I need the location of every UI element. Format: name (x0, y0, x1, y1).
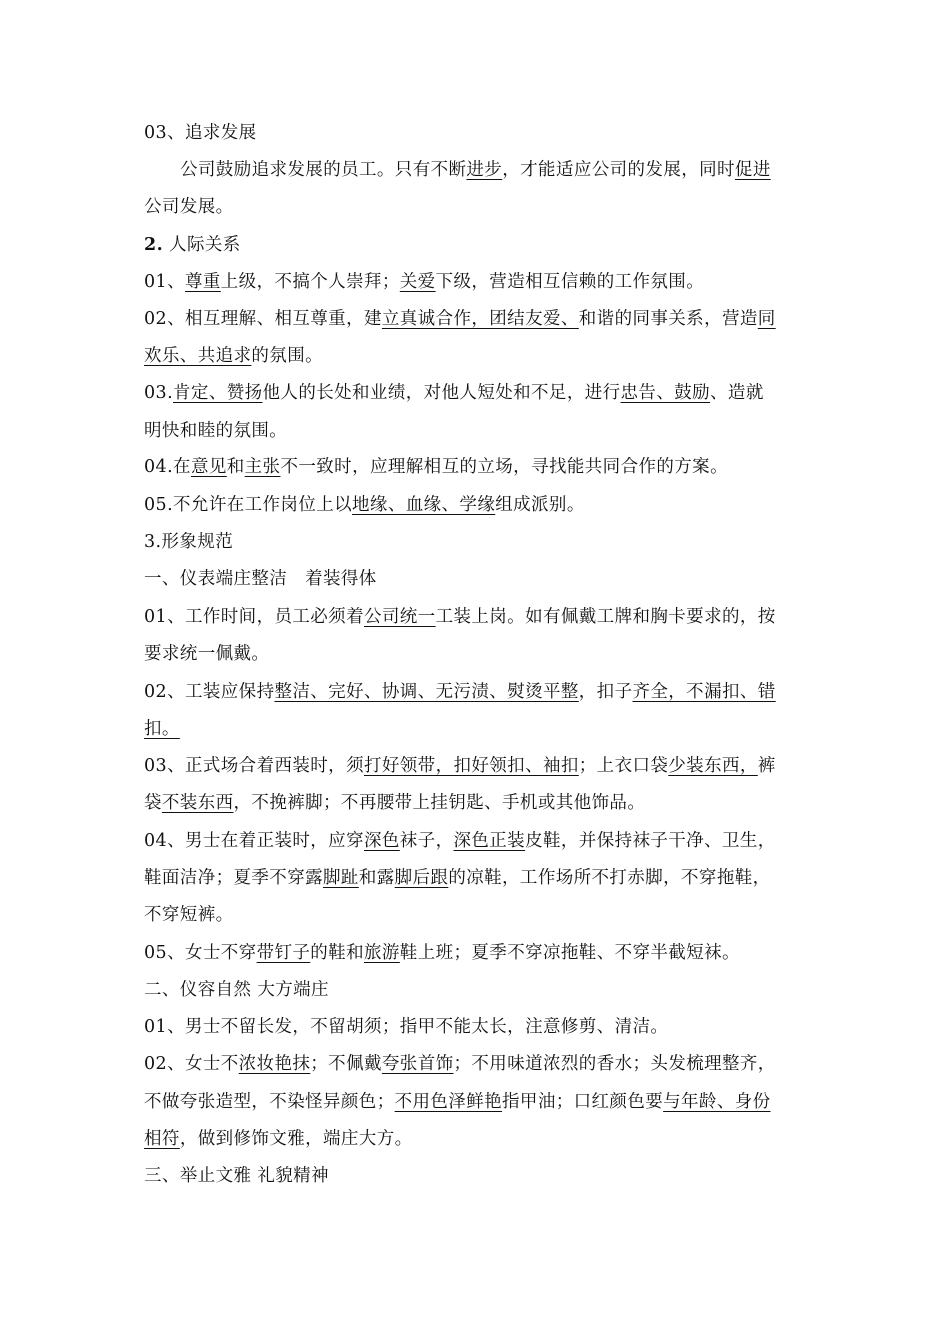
text-segment: 和露 (358, 868, 395, 888)
text-line (144, 1127, 413, 1151)
text-segment: ；不用味道浓烈的香水；头发梳理整齐， (453, 1054, 776, 1074)
underlined-text: 主张 (244, 457, 281, 477)
text-line (144, 493, 585, 517)
underlined-text: 忠告、鼓励 (620, 383, 711, 403)
text-line (144, 829, 776, 853)
text-line (144, 680, 776, 704)
underlined-text: 不用色泽鲜艳 (394, 1092, 503, 1112)
text-line (144, 121, 257, 145)
text-line (144, 717, 180, 741)
text-segment: 02、工装应保持 (144, 682, 275, 702)
text-line (144, 754, 776, 778)
text-line (144, 307, 776, 331)
underlined-text: 进步 (466, 160, 503, 180)
text-line (144, 903, 234, 927)
text-segment: 02、女士不 (144, 1054, 239, 1074)
underlined-text: 整洁、完好、协调、无污渍、熨烫平整 (274, 682, 579, 702)
text-segment: 袜子， (399, 831, 454, 851)
text-line (144, 270, 704, 294)
text-segment: 二、仪容自然 大方端庄 (144, 980, 329, 1000)
text-segment: ；上衣口袋 (578, 756, 669, 776)
text-segment: 05、女士不穿 (144, 943, 257, 963)
text-segment: 和谐的同事关系，营造 (578, 309, 758, 329)
text-segment: 不穿短裤。 (144, 905, 234, 925)
underlined-text: 肯定、赞扬 (173, 383, 263, 403)
text-segment: 皮鞋，并保持袜子干净、卫生， (525, 831, 776, 851)
text-segment: 裤 (757, 756, 776, 776)
text-segment: 01、男士不留长发，不留胡须；指甲不能太长，注意修剪、清洁。 (144, 1017, 669, 1037)
underlined-text: 少装东西， (668, 756, 758, 776)
text-segment: 03. (144, 383, 174, 403)
text-line (144, 344, 323, 368)
text-line (144, 605, 776, 629)
text-segment: 2. (144, 235, 164, 255)
text-segment: 他人的长处和业绩，对他人短处和不足，进行 (262, 383, 621, 403)
text-segment: ，才能适应公司的发展，同时 (502, 160, 735, 180)
text-segment: 要求统一佩戴。 (144, 644, 270, 664)
text-segment: ，不挽裤脚；不再腰带上挂钥匙、手机或其他饰品。 (233, 793, 646, 813)
text-segment: 指甲油；口红颜色要 (502, 1092, 664, 1112)
underlined-text: 打好领带，扣好领扣、袖扣 (363, 756, 579, 776)
text-line (144, 791, 645, 815)
text-segment: 的氛围。 (251, 346, 324, 366)
text-segment: ；不佩戴 (310, 1054, 382, 1074)
text-segment: 3.形象规范 (144, 532, 234, 552)
underlined-text: 深色 (363, 831, 400, 851)
text-line (144, 941, 740, 965)
text-segment: 上级，不搞个人崇拜； (220, 272, 400, 292)
underlined-text: 深色正装 (453, 831, 526, 851)
text-segment: 和 (226, 457, 245, 477)
underlined-text: 相符 (144, 1129, 180, 1149)
underlined-text: 脚后跟 (394, 868, 449, 888)
text-segment: 袋 (144, 793, 162, 813)
underlined-text: 不装东西 (161, 793, 234, 813)
text-segment: 公司发展。 (144, 197, 234, 217)
underlined-text: 地缘、血缘、学缘 (352, 495, 496, 515)
text-segment: 04、男士在着正装时，应穿 (144, 831, 364, 851)
text-segment: 03、追求发展 (144, 123, 257, 143)
text-line (144, 978, 329, 1002)
text-line (144, 1052, 776, 1076)
underlined-text: 浓妆艳抹 (238, 1054, 311, 1074)
text-segment: 下级，营造相互信赖的工作氛围。 (435, 272, 705, 292)
underlined-text: 脚趾 (323, 868, 359, 888)
text-segment: 鞋上班；夏季不穿凉拖鞋、不穿半截短袜。 (399, 943, 740, 963)
text-line (144, 195, 234, 219)
text-segment: 的凉鞋，工作场所不打赤脚，不穿拖鞋， (448, 868, 771, 888)
underlined-text: 与年龄、身份 (663, 1092, 771, 1112)
text-segment: 04.在 (144, 457, 191, 477)
text-segment: 明快和睦的氛围。 (144, 421, 288, 441)
text-line (144, 1015, 668, 1039)
underlined-text: 意见 (190, 457, 227, 477)
text-segment: 三、举止文雅 礼貌精神 (144, 1166, 329, 1186)
text-line (144, 381, 764, 405)
text-segment: 02、相互理解、相互尊重，建 (144, 309, 382, 329)
text-line (144, 1164, 329, 1188)
text-segment: 01、工作时间，员工必须着 (144, 607, 364, 627)
text-segment: 不一致时，应理解相互的立场，寻找能共同合作的方案。 (280, 457, 728, 477)
text-segment: 03、正式场合着西装时，须 (144, 756, 364, 776)
text-line (144, 233, 241, 257)
underlined-text: 关爱 (399, 272, 436, 292)
text-segment: 工装上岗。如有佩戴工牌和胸卡要求的，按 (435, 607, 776, 627)
text-segment: ，扣子 (578, 682, 633, 702)
text-line (144, 419, 287, 443)
text-segment: 不做夸张造型，不染怪异颜色； (144, 1092, 395, 1112)
underlined-text: 公司统一 (363, 607, 436, 627)
text-segment: 组成派别。 (495, 495, 585, 515)
text-line (144, 455, 728, 479)
underlined-text: 齐全，不漏扣、错 (632, 682, 776, 702)
text-segment: 的鞋和 (310, 943, 364, 963)
text-line (180, 158, 771, 182)
underlined-text: 带钉子 (256, 943, 311, 963)
underlined-text: 促进 (734, 160, 771, 180)
text-segment: 05.不允许在工作岗位上以 (144, 495, 353, 515)
text-line (144, 567, 377, 591)
underlined-text: 夸张首饰 (381, 1054, 454, 1074)
underlined-text: 欢乐、共追求 (144, 346, 252, 366)
text-segment: 鞋面洁净；夏季不穿露 (144, 868, 323, 888)
text-segment: ，做到修饰文雅，端庄大方。 (179, 1129, 413, 1149)
text-segment: 人际关系 (163, 235, 241, 255)
underlined-text: 尊重 (184, 272, 221, 292)
text-segment: 01、 (144, 272, 185, 292)
underlined-text: 旅游 (363, 943, 400, 963)
underlined-text: 扣。 (144, 719, 180, 739)
underlined-text: 立真诚合作，团结友爱、 (381, 309, 579, 329)
text-segment: 一、仪表端庄整洁 着装得体 (144, 569, 377, 589)
text-segment: 公司鼓励追求发展的员工。只有不断 (180, 160, 467, 180)
text-segment: 、造就 (710, 383, 764, 403)
underlined-text: 同 (757, 309, 776, 329)
text-line (144, 1090, 771, 1114)
text-line (144, 642, 269, 666)
text-line (144, 866, 771, 890)
text-line (144, 530, 233, 554)
